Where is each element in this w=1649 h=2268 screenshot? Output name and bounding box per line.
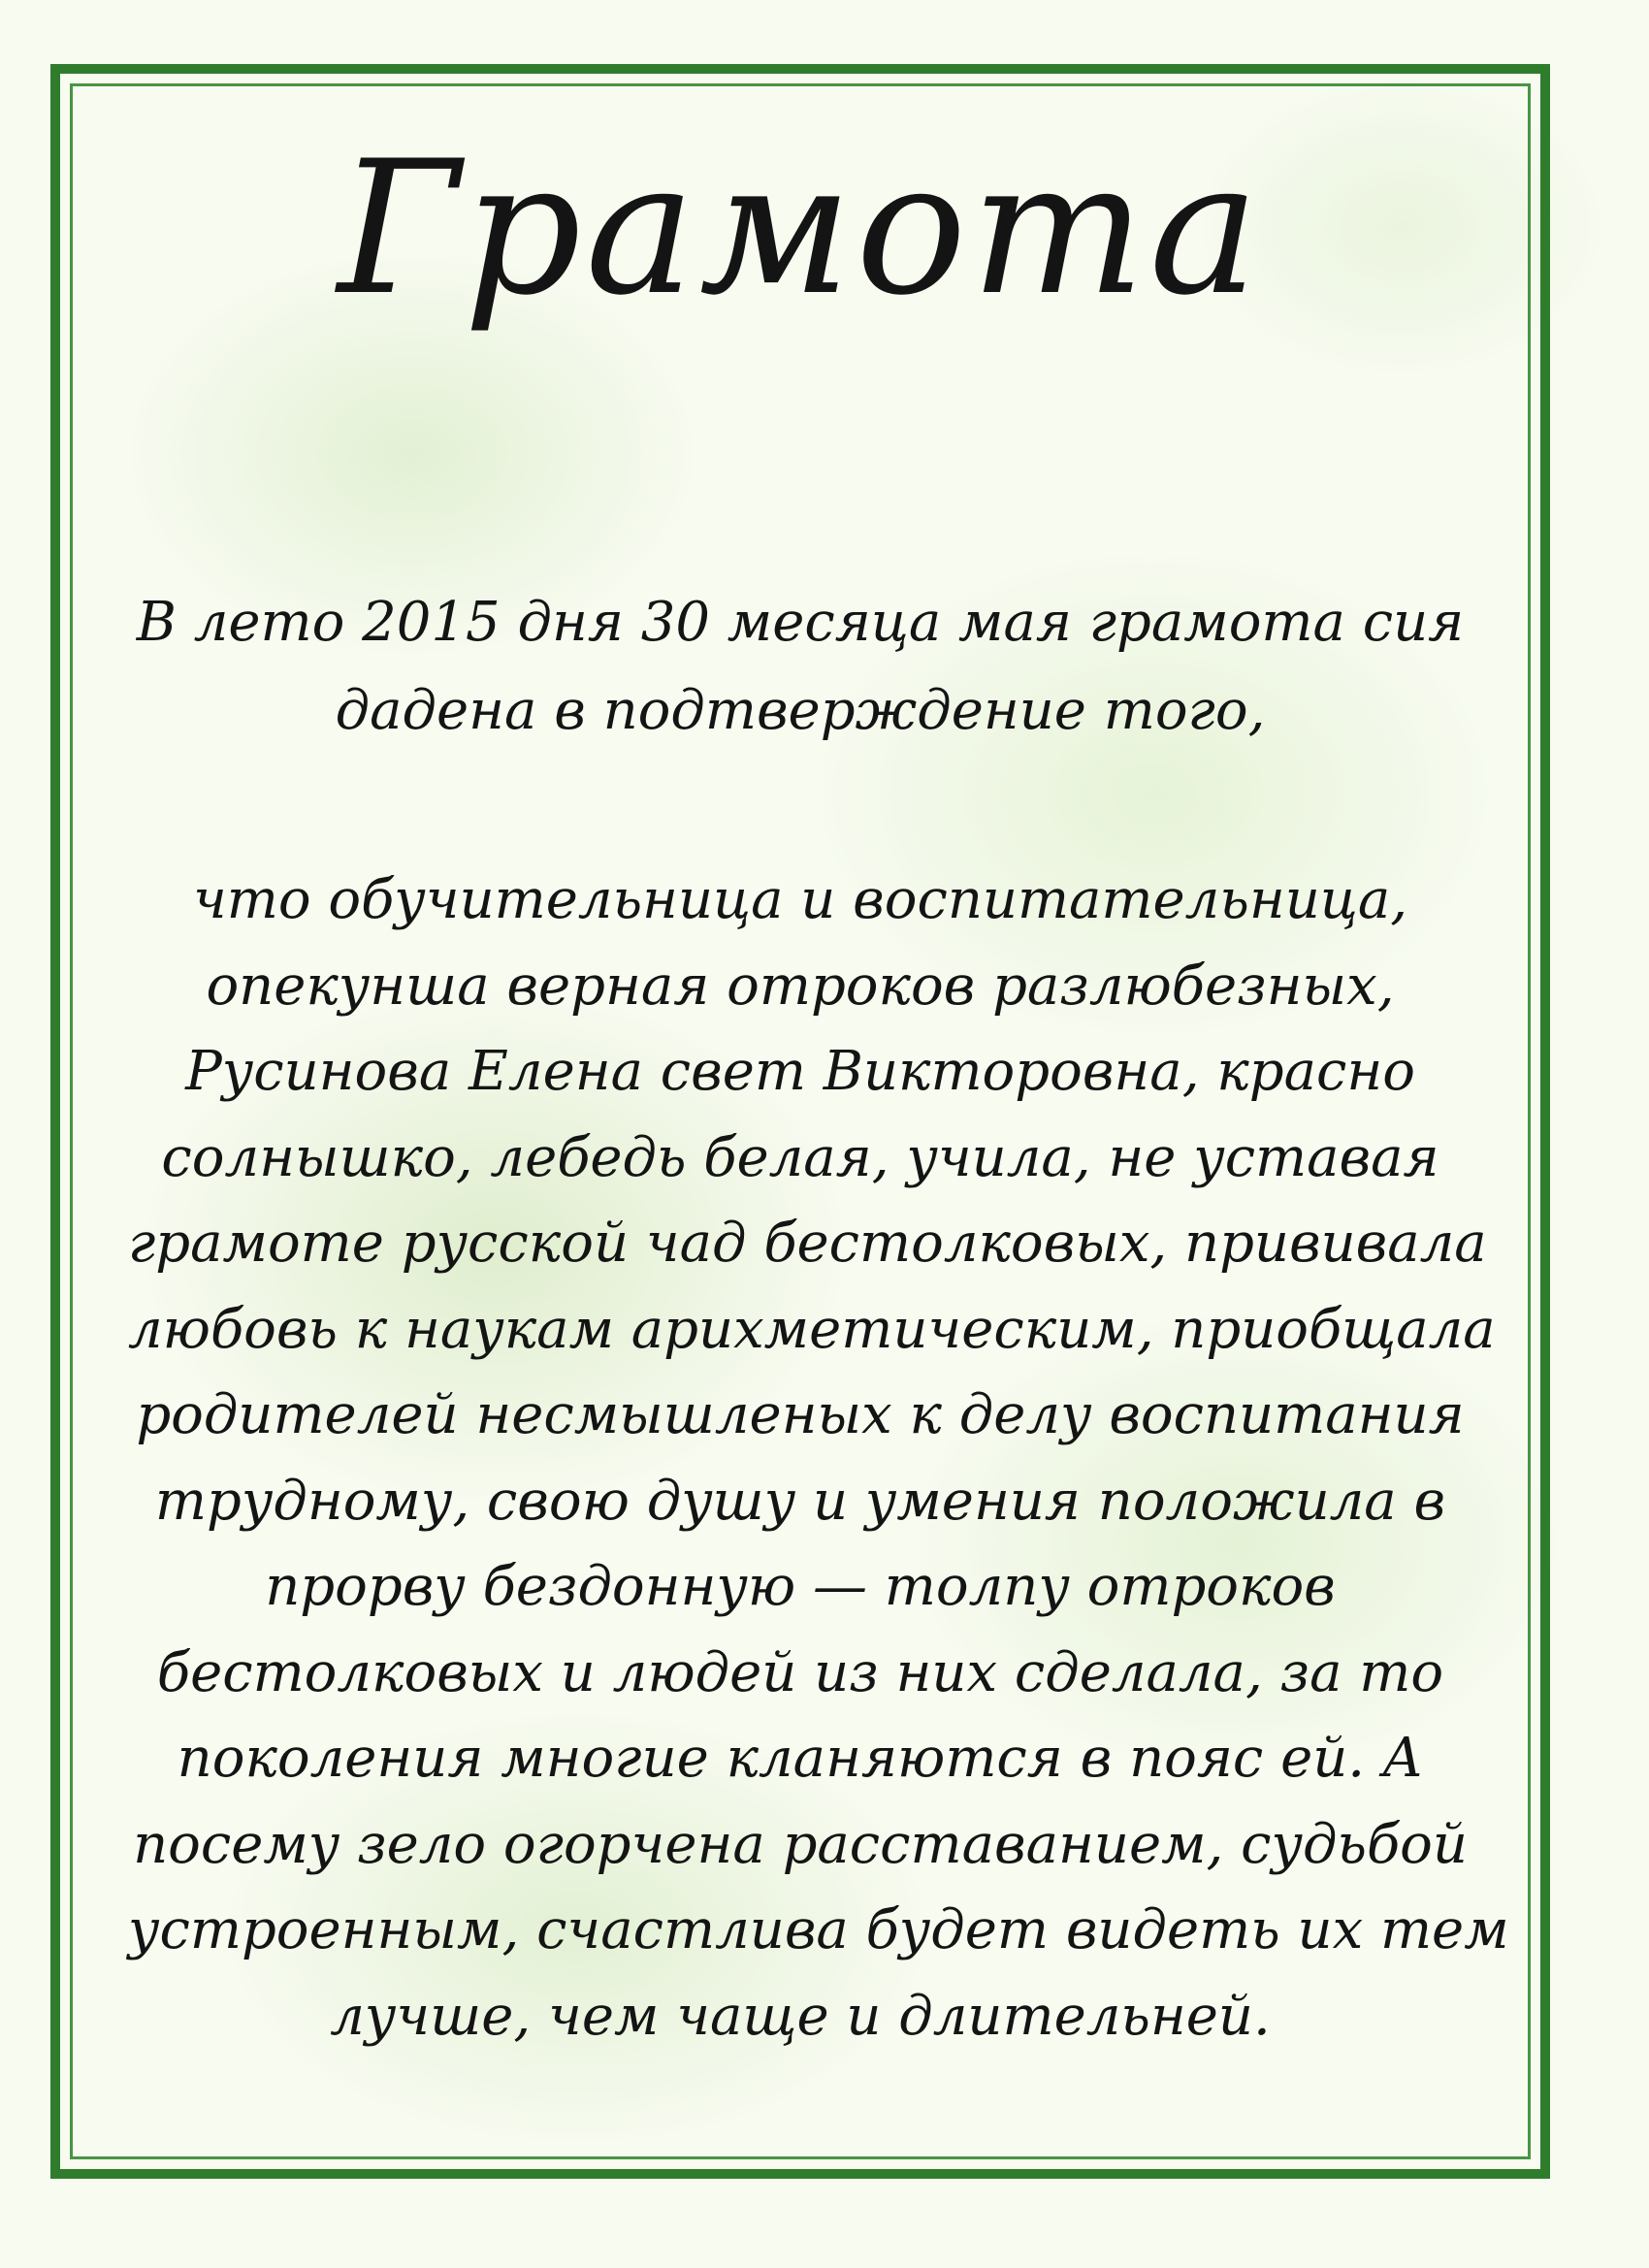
body-line: бестолковых и людей из них сделала, за то	[156, 1640, 1444, 1704]
body-line: трудному, свою душу и умения положила в	[154, 1469, 1446, 1533]
body-line: грамоте русской чад бестолковых, прививала	[128, 1212, 1487, 1275]
body-line: устроенным, счастлива будет видеть их тем	[128, 1898, 1509, 1961]
body-paragraph	[128, 858, 1509, 2059]
body-line: солнышко, лебедь белая, учила, не уставая	[161, 1125, 1439, 1189]
certificate-title: Грамота	[337, 121, 1264, 336]
body-line: посему зело огорчена расставанием, судьбой	[133, 1812, 1468, 1876]
intro-line: В лето 2015 дня 30 месяца мая грамота сия	[136, 591, 1465, 654]
body-line: родителей несмышленых к делу воспитания	[136, 1383, 1465, 1446]
body-line: любовь к наукам арихметическим, приобщала	[128, 1297, 1496, 1361]
certificate-content	[70, 83, 1531, 2159]
body-line: прорву бездонную — толпу отроков	[265, 1555, 1336, 1618]
body-line: что обучительница и воспитательница,	[192, 868, 1408, 931]
intro-paragraph	[128, 578, 1472, 755]
intro-line: дадена в подтверждение того,	[335, 679, 1266, 742]
body-line: лучше, чем чаще и длительней.	[330, 1984, 1271, 2048]
body-line: поколения многие кланяются в пояс ей. А	[177, 1727, 1424, 1790]
body-line: Русинова Елена свет Викторовна, красно	[185, 1040, 1415, 1103]
body-line: опекунша верная отроков разлюбезных,	[206, 954, 1395, 1018]
